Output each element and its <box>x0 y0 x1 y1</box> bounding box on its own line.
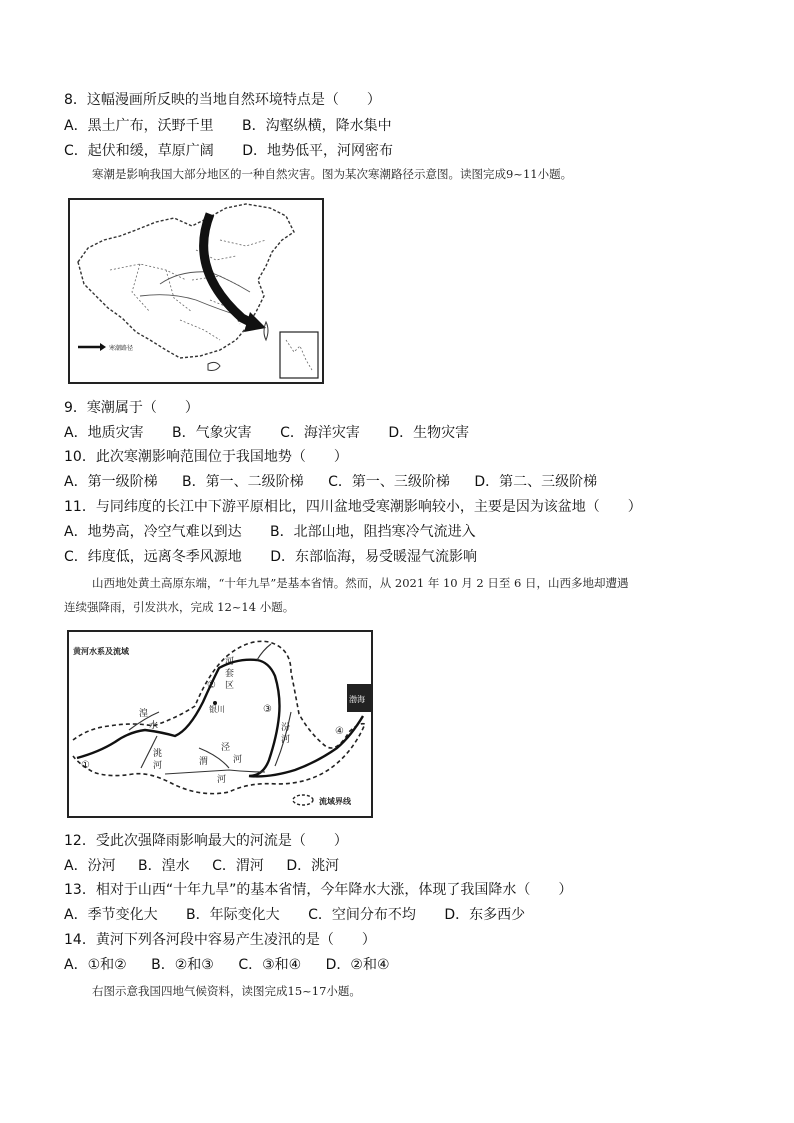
q11-option-b: B．北部山地，阻挡寒冷气流进入 <box>270 524 476 540</box>
taiwan <box>264 322 268 340</box>
q12-stem: 12．受此次强降雨影响最大的河流是（ ） <box>64 833 348 849</box>
jinghe-char-2: 河 <box>233 755 243 765</box>
intro-12-14-line1: 山西地处黄土高原东端，“十年九旱”是基本省情。然而，从 2021 年 10 月 2 日至 6 日，山西多地却遭遇 <box>92 576 629 590</box>
huangshui-char-2: 水 <box>149 721 159 731</box>
cold-wave-arrow <box>204 214 254 324</box>
q11-stem: 11．与同纬度的长江中下游平原相比，四川盆地受寒潮影响较小，主要是因为该盆地（ ） <box>64 499 642 515</box>
province-lines <box>110 240 266 340</box>
q14-option-b: B．②和③ <box>151 957 214 973</box>
q10-option-d: D．第二、三级阶梯 <box>474 474 598 490</box>
hainan <box>208 362 220 370</box>
intro-12-14-line2: 连续强降雨，引发洪水，完成 12~14 小题。 <box>64 600 295 614</box>
q10-option-c: C．第一、三级阶梯 <box>328 474 450 490</box>
q13-option-a: A．季节变化大 <box>64 907 158 923</box>
tributary-north <box>257 644 271 660</box>
q8-option-a: A．黑土广布，沃野千里 <box>64 118 214 134</box>
cold-wave-map <box>68 198 324 384</box>
yinchuan-dot <box>213 701 217 705</box>
fenhe-char-2: 河 <box>281 735 291 745</box>
boundary-legend-label: 流域界线 <box>319 797 351 806</box>
taohe-char-1: 洮 <box>153 749 163 759</box>
q13-options <box>64 906 549 924</box>
hetao-char-2: 套 <box>225 669 235 679</box>
segment-mark-1: ① <box>81 760 90 771</box>
q8-option-d: D．地势低平，河网密布 <box>242 143 394 159</box>
q12-option-b: B．湟水 <box>138 858 190 874</box>
intro-15-17: 右图示意我国四地气候资料，读图完成15~17小题。 <box>92 984 361 998</box>
q8-options-row2 <box>64 142 417 160</box>
q12-option-d: D．洮河 <box>286 858 340 874</box>
q10-stem: 10．此次寒潮影响范围位于我国地势（ ） <box>64 449 348 465</box>
q14-option-a: A．①和② <box>64 957 127 973</box>
china-outline <box>78 204 294 358</box>
q9-options <box>64 424 493 442</box>
hetao-char-1: 河 <box>225 657 235 667</box>
q9-option-c: C．海洋灾害 <box>280 425 360 441</box>
tributary-weihe <box>165 770 265 774</box>
weihe-char-1: 渭 <box>199 757 209 767</box>
q11-options-row2 <box>64 548 501 566</box>
bohai-label: 渤海 <box>349 695 365 704</box>
cold-wave-map-svg <box>70 200 322 382</box>
yinchuan-label: 银川 <box>209 705 225 714</box>
hetao-char-3: 区 <box>225 681 235 691</box>
q8-option-c: C．起伏和缓，草原广阔 <box>64 143 214 159</box>
q14-option-c: C．③和④ <box>238 957 302 973</box>
q14-option-d: D．②和④ <box>325 957 390 973</box>
q9-option-b: B．气象灾害 <box>172 425 252 441</box>
huangshui-char-1: 湟 <box>139 709 149 719</box>
q8-stem: 8．这幅漫画所反映的当地自然环境特点是（ ） <box>64 92 381 108</box>
q13-option-d: D．东多西少 <box>444 907 526 923</box>
q13-option-c: C．空间分布不均 <box>308 907 416 923</box>
segment-mark-4: ④ <box>335 726 344 737</box>
intro-9-11: 寒潮是影响我国大部分地区的一种自然灾害。图为某次寒潮路径示意图。读图完成9~11小题。 <box>92 167 573 181</box>
fenhe-char-1: 汾 <box>281 723 291 733</box>
q12-option-c: C．渭河 <box>212 858 264 874</box>
south-china-sea-inset <box>280 332 318 378</box>
q10-options <box>64 473 597 491</box>
q9-stem: 9．寒潮属于（ ） <box>64 400 199 416</box>
q10-option-b: B．第一、二级阶梯 <box>182 474 304 490</box>
cold-wave-arrowhead <box>244 312 266 332</box>
q12-options <box>64 857 363 875</box>
q11-option-d: D．东部临海，易受暖湿气流影响 <box>270 549 478 565</box>
segment-mark-3: ③ <box>263 704 272 715</box>
yellow-river-map-svg <box>69 632 371 816</box>
q14-stem: 14．黄河下列各河段中容易产生凌汛的是（ ） <box>64 932 376 948</box>
jinghe-char-1: 泾 <box>221 743 231 753</box>
q13-stem: 13．相对于山西“十年九旱”的基本省情，今年降水大涨，体现了我国降水（ ） <box>64 882 573 898</box>
map2-title: 黄河水系及流域 <box>73 647 129 656</box>
weihe-char-2: 河 <box>217 775 227 785</box>
q9-option-d: D．生物灾害 <box>388 425 470 441</box>
legend-label: 寒潮路径 <box>109 345 134 352</box>
taohe-char-2: 河 <box>153 761 163 771</box>
yellow-river-map <box>67 630 373 818</box>
q14-options <box>64 956 414 974</box>
q13-option-b: B．年际变化大 <box>186 907 280 923</box>
q12-option-a: A．汾河 <box>64 858 116 874</box>
q8-option-b: B．沟壑纵横，降水集中 <box>242 118 392 134</box>
q9-option-a: A．地质灾害 <box>64 425 144 441</box>
q10-option-a: A．第一级阶梯 <box>64 474 158 490</box>
q11-options-row1 <box>64 523 500 541</box>
q11-option-c: C．纬度低，远离冬季风源地 <box>64 549 242 565</box>
q11-option-a: A．地势高，冷空气难以到达 <box>64 524 242 540</box>
segment-mark-2: ② <box>207 680 216 691</box>
boundary-legend-symbol <box>293 795 313 805</box>
legend-arrowhead <box>100 343 106 351</box>
q8-options-row1 <box>64 117 416 135</box>
